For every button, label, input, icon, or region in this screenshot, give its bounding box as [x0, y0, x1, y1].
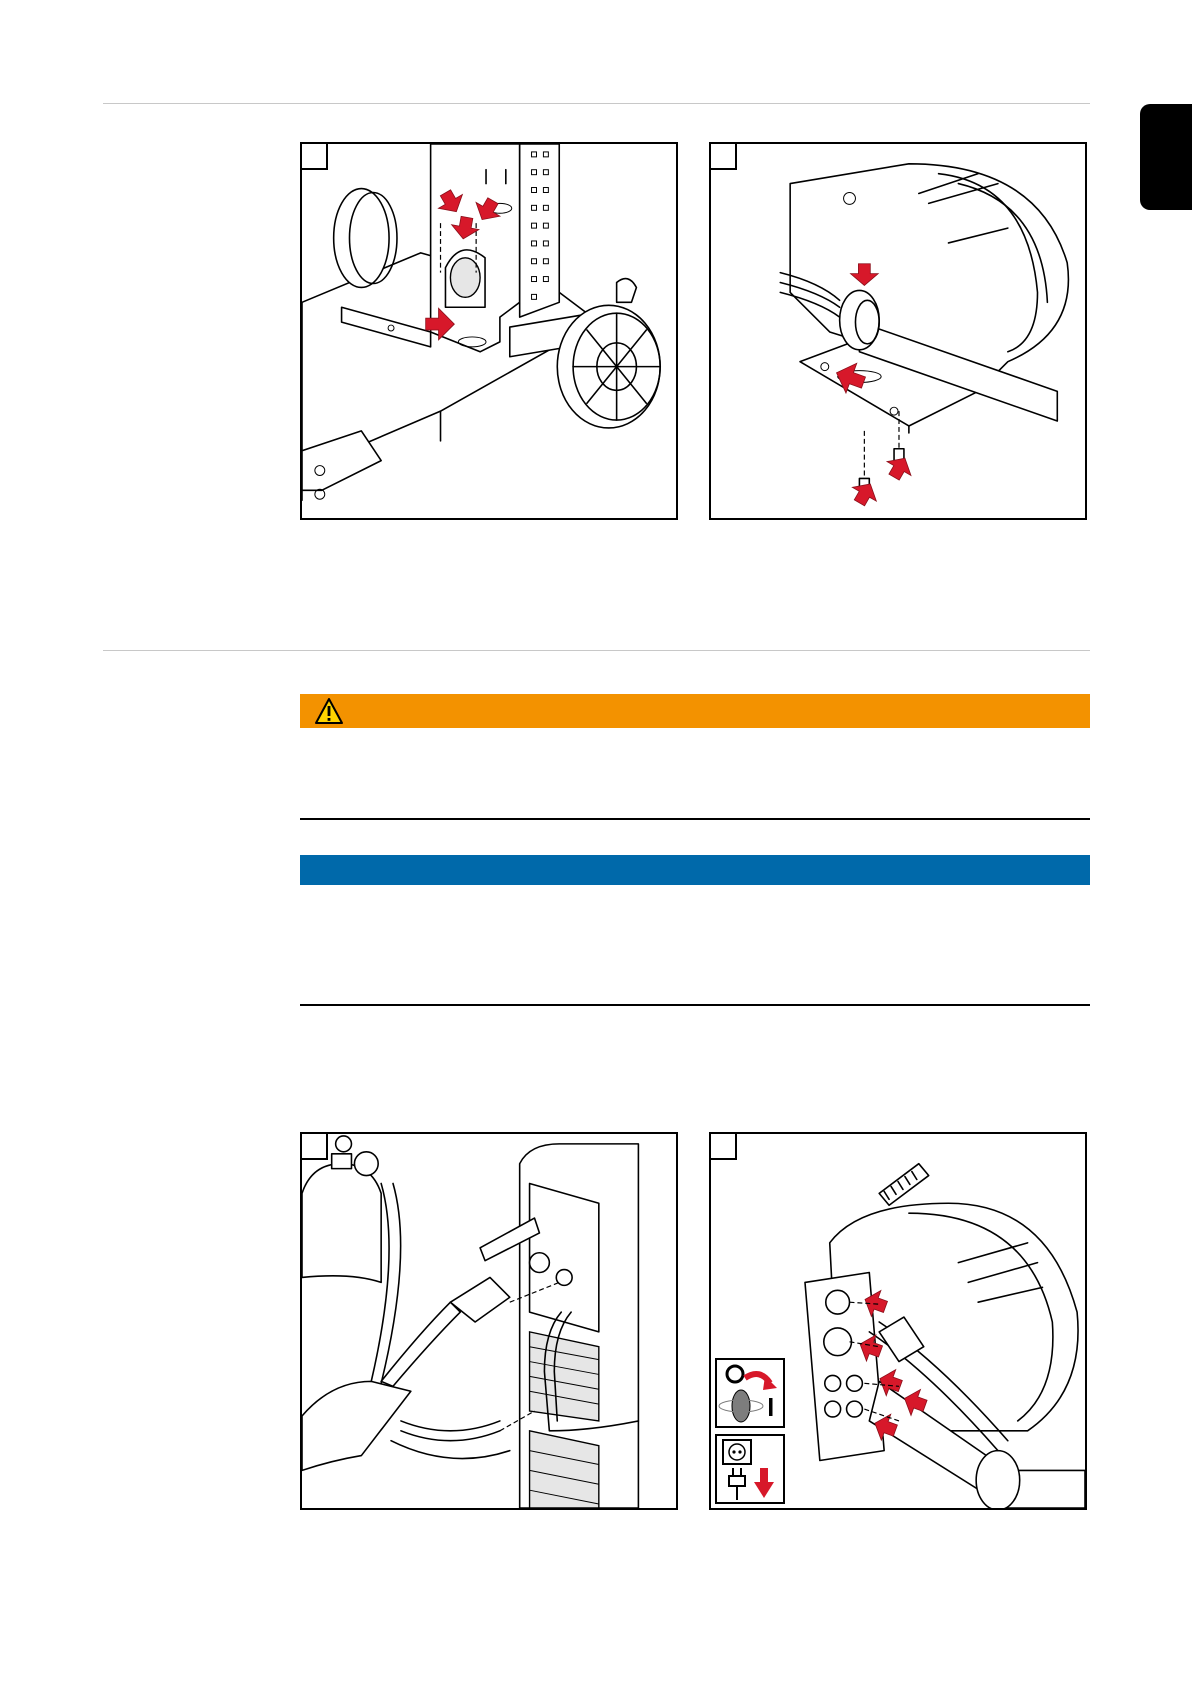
figure-4 [709, 1132, 1087, 1510]
warning-triangle-icon [314, 697, 344, 725]
note-end-rule [300, 1004, 1090, 1006]
warning-banner [300, 694, 1090, 728]
figure-2-illustration [711, 144, 1085, 518]
unplug-mains-icon [715, 1434, 785, 1504]
figure-3-illustration [302, 1134, 676, 1508]
warning-end-rule [300, 818, 1090, 820]
figure-3-step-box [302, 1134, 328, 1160]
power-switch-off-icon [715, 1358, 785, 1428]
section-divider-top [103, 103, 1090, 104]
language-tab [1140, 104, 1192, 210]
figure-2 [709, 142, 1087, 520]
figure-1-step-box [302, 144, 328, 170]
figure-4-step-box [711, 1134, 737, 1160]
figure-3 [300, 1132, 678, 1510]
figure-1 [300, 142, 678, 520]
figure-2-step-box [711, 144, 737, 170]
section-divider-middle [103, 650, 1090, 651]
figure-1-illustration [302, 144, 676, 518]
note-banner [300, 855, 1090, 885]
